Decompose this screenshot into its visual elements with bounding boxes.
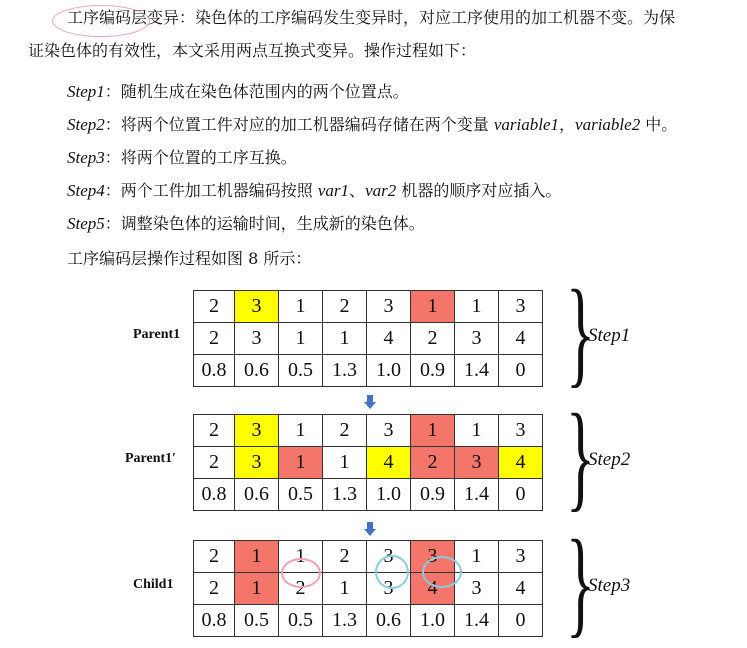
gene-cell: 4 <box>499 323 543 355</box>
gene-cell: 1 <box>279 447 323 479</box>
gene-cell: 2 <box>194 415 235 447</box>
gene-cell: 3 <box>235 415 279 447</box>
gene-cell: 2 <box>323 291 367 323</box>
gene-cell: 2 <box>411 323 455 355</box>
gene-cell: 3 <box>499 541 543 573</box>
gene-cell: 1 <box>411 291 455 323</box>
gene-cell: 1 <box>235 573 279 605</box>
var: variable2 <box>575 115 641 134</box>
blue-circle-mark <box>422 556 462 588</box>
gene-cell: 2 <box>279 573 323 605</box>
chromosome-label: Parent1′ <box>125 451 177 466</box>
gene-cell: 3 <box>235 447 279 479</box>
gene-cell: 3 <box>499 415 543 447</box>
gene-cell: 0.6 <box>235 479 279 511</box>
step-text: ：随机生成在染色体范围内的两个位置点。 <box>104 82 409 101</box>
gene-cell: 3 <box>455 573 499 605</box>
gene-cell: 1 <box>455 415 499 447</box>
gene-cell: 0.8 <box>194 479 235 511</box>
gene-cell: 1.3 <box>323 605 367 637</box>
gene-cell: 1.0 <box>367 355 411 387</box>
sep: ， <box>559 115 576 134</box>
gene-cell: 0.8 <box>194 605 235 637</box>
step-label: Step3 <box>67 148 105 167</box>
gene-cell: 0.5 <box>279 479 323 511</box>
table-row <box>194 415 543 447</box>
chromosome-table <box>193 540 543 637</box>
step2-line <box>67 115 677 135</box>
gene-cell: 2 <box>411 447 455 479</box>
gene-cell: 2 <box>194 541 235 573</box>
table-row <box>194 541 543 573</box>
step-label: Step2 <box>67 115 105 134</box>
gene-cell: 0.9 <box>411 479 455 511</box>
step1-line <box>67 82 409 102</box>
paragraph-text: ：染色体的工序编码发生变异时，对应工序使用的加工机器不变。为保 <box>179 8 676 27</box>
gene-cell: 0 <box>499 605 543 637</box>
gene-cell: 1.3 <box>323 355 367 387</box>
pink-circle-mark <box>281 558 321 588</box>
gene-cell: 2 <box>323 415 367 447</box>
gene-cell: 3 <box>367 573 411 605</box>
step5-line <box>67 214 425 234</box>
gene-cell: 0.9 <box>411 355 455 387</box>
gene-cell: 3 <box>499 291 543 323</box>
gene-cell: 0.5 <box>279 355 323 387</box>
gene-cell: 1.4 <box>455 355 499 387</box>
gene-cell: 1.3 <box>323 479 367 511</box>
step-text: 中。 <box>640 115 678 134</box>
brace-icon: } <box>566 389 595 522</box>
gene-cell: 1 <box>323 323 367 355</box>
gene-cell: 0.5 <box>235 605 279 637</box>
step-text: ：两个工件加工机器编码按照 <box>104 181 318 200</box>
gene-cell: 1 <box>455 541 499 573</box>
gene-cell: 1.4 <box>455 479 499 511</box>
gene-cell: 2 <box>194 291 235 323</box>
term: 工序编码层变异 <box>67 8 180 27</box>
step-label: Step4 <box>67 181 105 200</box>
gene-cell: 1 <box>279 415 323 447</box>
chromosome-label: Parent1 <box>133 327 181 342</box>
var: var1 <box>317 181 350 200</box>
gene-cell: 4 <box>411 573 455 605</box>
gene-cell: 2 <box>194 447 235 479</box>
var: var2 <box>365 181 397 200</box>
gene-cell: 4 <box>367 323 411 355</box>
gene-cell: 3 <box>367 541 411 573</box>
gene-cell: 1 <box>279 323 323 355</box>
gene-cell: 3 <box>411 541 455 573</box>
gene-cell: 0.6 <box>235 355 279 387</box>
figure-reference: 工序编码层操作过程如图 8 所示： <box>67 249 312 268</box>
gene-cell: 0.8 <box>194 355 235 387</box>
step-text: 机器的顺序对应插入。 <box>396 181 562 200</box>
gene-cell: 1.0 <box>367 479 411 511</box>
table-row <box>194 573 543 605</box>
step-text: ：调整染色体的运输时间，生成新的染色体。 <box>104 214 425 233</box>
gene-cell: 0.6 <box>367 605 411 637</box>
gene-cell: 3 <box>235 291 279 323</box>
gene-cell: 1 <box>411 415 455 447</box>
table-row <box>194 447 543 479</box>
gene-cell: 0.5 <box>279 605 323 637</box>
gene-cell: 1 <box>323 573 367 605</box>
chromosome-table <box>193 414 543 511</box>
gene-cell: 1.0 <box>411 605 455 637</box>
blue-circle-mark <box>375 555 409 589</box>
brace-icon: } <box>566 265 595 398</box>
gene-cell: 3 <box>235 323 279 355</box>
step-annotation: Step1 <box>588 325 631 346</box>
step-text: ：将两个位置工件对应的加工机器编码存储在两个变量 <box>104 115 494 134</box>
step3-line <box>67 148 297 168</box>
down-arrow-icon <box>364 522 376 536</box>
gene-cell: 3 <box>455 323 499 355</box>
gene-cell: 2 <box>194 573 235 605</box>
gene-cell: 3 <box>367 415 411 447</box>
step-annotation: Step3 <box>588 575 631 596</box>
table-row <box>194 323 543 355</box>
table-row <box>194 355 543 387</box>
step4-line <box>67 181 561 201</box>
table-row <box>194 479 543 511</box>
chromosome-label: Child1 <box>133 577 174 592</box>
table-row <box>194 605 543 637</box>
paragraph-line-2: 证染色体的有效性，本文采用两点互换式变异。操作过程如下： <box>28 41 477 60</box>
gene-cell: 3 <box>367 291 411 323</box>
gene-cell: 1 <box>279 541 323 573</box>
gene-cell: 1 <box>235 541 279 573</box>
brace-icon: } <box>566 515 595 648</box>
chromosome-table <box>193 290 543 387</box>
step-label: Step5 <box>67 214 105 233</box>
paragraph-line-1 <box>67 8 675 28</box>
gene-cell: 4 <box>499 447 543 479</box>
gene-cell: 1 <box>455 291 499 323</box>
gene-cell: 2 <box>323 541 367 573</box>
table-row <box>194 291 543 323</box>
sep: 、 <box>349 181 366 200</box>
step-annotation: Step2 <box>588 449 631 470</box>
step-label: Step1 <box>67 82 105 101</box>
gene-cell: 1.4 <box>455 605 499 637</box>
gene-cell: 0 <box>499 479 543 511</box>
gene-cell: 2 <box>194 323 235 355</box>
var: variable1 <box>493 115 560 134</box>
step-text: ：将两个位置的工序互换。 <box>104 148 297 167</box>
gene-cell: 1 <box>279 291 323 323</box>
down-arrow-icon <box>364 395 376 409</box>
gene-cell: 4 <box>367 447 411 479</box>
gene-cell: 0 <box>499 355 543 387</box>
gene-cell: 3 <box>455 447 499 479</box>
gene-cell: 1 <box>323 447 367 479</box>
gene-cell: 4 <box>499 573 543 605</box>
